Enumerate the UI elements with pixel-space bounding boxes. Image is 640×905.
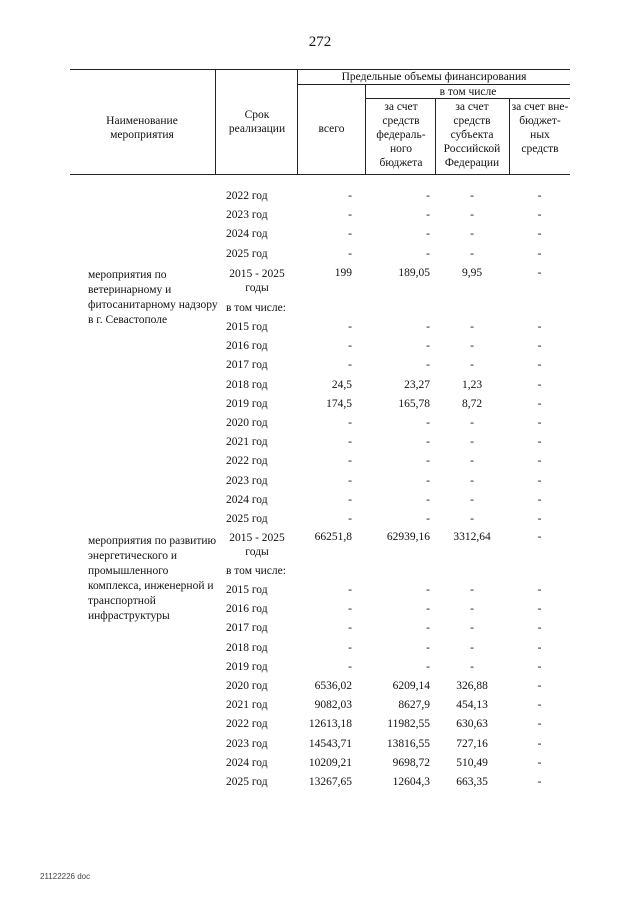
cell-period: 2018 год [226,378,268,391]
cell-total: - [348,455,352,468]
cell-extrabudget: - [537,660,542,673]
table-row [0,718,640,737]
cell-total: - [348,228,352,241]
table-row [0,340,640,359]
table-row [0,642,640,661]
cell-regional: 663,35 [456,776,488,788]
cell-period: 2025 год [226,247,268,260]
cell-regional: 9,95 [461,267,483,279]
cell-federal: - [426,247,430,260]
col-sep [215,69,216,175]
cell-total: - [348,474,352,487]
cell-federal: 9698,72 [392,756,430,769]
cell-total: - [348,436,352,449]
cell-total: 10209,21 [308,756,352,769]
cell-regional: - [470,584,474,596]
cell-period: 2020 год [226,680,268,692]
cell-regional: - [470,641,474,654]
cell-total: 6536,02 [314,680,352,692]
cell-extrabudget: - [537,474,542,487]
cell-total: - [348,190,352,202]
cell-extrabudget: - [537,378,542,391]
table-row [0,190,640,209]
cell-total: 12613,18 [308,718,352,731]
cell-extrabudget: - [537,190,542,202]
cell-federal: 62939,16 [386,531,430,543]
table-row [0,513,640,532]
cell-total: - [348,622,352,635]
cell-total: 14543,71 [308,737,352,750]
table-row [0,603,640,622]
cell-period: 2025 год [226,776,268,788]
cell-federal: - [426,493,430,506]
cell-period: 2024 год [226,756,268,769]
cell-regional: - [470,359,474,372]
cell-extrabudget: - [537,209,542,222]
table-row [0,398,640,417]
cell-extrabudget: - [537,321,542,333]
cell-extrabudget: - [537,737,542,750]
cell-total: 9082,03 [314,699,352,712]
header-period: Срок реализации [228,109,286,135]
cell-regional: 727,16 [456,737,488,750]
cell-extrabudget: - [537,699,542,712]
cell-regional: - [470,321,474,333]
cell-extrabudget: - [537,397,542,410]
cell-regional: - [470,455,474,468]
cell-federal: - [426,228,430,241]
cell-federal: - [426,417,430,429]
cell-total: - [348,660,352,673]
cell-federal: - [426,321,430,333]
cell-extrabudget: - [537,680,542,692]
cell-federal: - [426,641,430,654]
cell-period: 2021 год [226,699,268,712]
cell-federal: - [426,455,430,468]
cell-period: 2021 год [226,436,268,449]
cell-total: 66251,8 [314,531,352,543]
cell-period: 2023 год [226,209,268,222]
cell-federal: - [426,436,430,449]
table-row [0,584,640,603]
cell-extrabudget: - [537,776,542,788]
table-row [0,436,640,455]
cell-total: - [348,209,352,222]
col-sep [509,98,510,175]
col-sep [435,98,436,175]
cell-extrabudget: - [537,622,542,635]
including-label: в том числе: [226,565,286,577]
cell-regional: - [470,209,474,222]
cell-regional: - [470,474,474,487]
cell-regional: - [470,247,474,260]
cell-total: 24,5 [331,378,352,391]
cell-extrabudget: - [537,267,542,279]
cell-regional: - [470,513,474,525]
cell-extrabudget: - [537,359,542,372]
cell-period: 2016 год [226,603,268,616]
header-name: Наименование мероприятия [106,115,178,141]
header-extra: за счет вне- бюджет- ных средств [511,101,569,155]
cell-regional: 630,63 [456,718,488,731]
cell-period: 2019 год [226,397,268,410]
cell-period: 2023 год [226,737,268,750]
table-row [0,248,640,267]
cell-federal: - [426,513,430,525]
table-row [0,661,640,680]
cell-total: - [348,359,352,372]
cell-period: 2024 год [226,493,268,506]
cell-period: 2025 год [226,513,268,525]
cell-federal: - [426,603,430,616]
summary-row [0,267,640,299]
measure-name-energy: мероприятия по развитию энергетического и промышленного комплекса, инженерной и транспортной инфраструктуры [88,535,217,622]
cell-total: - [348,247,352,260]
cell-federal: - [426,340,430,353]
cell-extrabudget: - [537,228,542,241]
table-row [0,494,640,513]
table-row [0,699,640,718]
cell-regional: - [470,190,474,202]
cell-period: 2024 год [226,228,268,241]
table-row [0,228,640,247]
header-including: в том числе [439,86,497,98]
cell-total: - [348,603,352,616]
including-row [0,565,640,584]
cell-regional: - [470,417,474,429]
cell-regional: - [470,622,474,635]
table-row [0,455,640,474]
cell-extrabudget: - [537,513,542,525]
cell-regional: - [470,228,474,241]
cell-federal: 11982,55 [387,718,430,731]
cell-period: 2015 - 2025 годы [229,268,285,294]
cell-total: - [348,321,352,333]
cell-period: 2022 год [226,718,268,731]
cell-federal: 6209,14 [392,680,430,692]
cell-regional: 454,13 [456,699,488,712]
cell-period: 2017 год [226,359,268,372]
cell-total: - [348,584,352,596]
cell-regional: 3312,64 [453,531,491,543]
measure-name-veterinary: мероприятия по ветеринарному и фитосанитарному надзору в г. Севастополе [88,269,218,326]
table-row [0,379,640,398]
cell-period: 2022 год [226,455,268,468]
cell-federal: 165,78 [398,397,430,410]
cell-federal: - [426,359,430,372]
header-federal: за счет средств федераль- ного бюджета [376,101,426,169]
header-funding: Предельные объемы финансирования [341,71,527,83]
cell-total: - [348,340,352,353]
cell-extrabudget: - [537,340,542,353]
cell-extrabudget: - [537,247,542,260]
table-row [0,475,640,494]
cell-period: 2015 год [226,584,268,596]
cell-regional: 8,72 [461,397,483,410]
cell-total: - [348,493,352,506]
cell-regional: - [470,660,474,673]
cell-federal: 13816,55 [386,737,430,750]
cell-total: - [348,513,352,525]
cell-total: - [348,417,352,429]
cell-federal: - [426,190,430,202]
cell-period: 2020 год [226,417,268,429]
cell-total: 13267,65 [308,776,352,788]
table-row [0,738,640,757]
cell-extrabudget: - [537,417,542,429]
cell-period: 2022 год [226,190,268,202]
cell-regional: - [470,493,474,506]
including-row [0,302,640,321]
table-row [0,776,640,795]
cell-extrabudget: - [537,718,542,731]
cell-federal: 8627,9 [398,699,430,712]
header-total: всего [318,123,345,135]
table-row [0,321,640,340]
cell-federal: - [426,660,430,673]
table-row [0,417,640,436]
cell-total: 199 [334,267,352,279]
col-sep [365,84,366,175]
cell-federal: - [426,584,430,596]
cell-extrabudget: - [537,531,542,543]
table-row [0,359,640,378]
page-number: 272 [308,34,332,50]
cell-federal: 23,27 [404,378,430,391]
cell-regional: 510,49 [456,756,488,769]
cell-regional: - [470,603,474,616]
table-row [0,209,640,228]
cell-extrabudget: - [537,436,542,449]
header-regional: за счет средств субъекта Российской Федерации [443,101,501,169]
cell-period: 2018 год [226,641,268,654]
cell-total: 174,5 [326,397,352,410]
col-sep [297,69,298,175]
table-row [0,680,640,699]
cell-period: 2015 - 2025 годы [229,532,285,558]
cell-regional: 1,23 [461,378,483,391]
cell-period: 2016 год [226,340,268,353]
cell-extrabudget: - [537,603,542,616]
cell-regional: 326,88 [456,680,488,692]
cell-period: 2019 год [226,660,268,673]
cell-total: - [348,641,352,654]
cell-extrabudget: - [537,584,542,596]
footer-doc-id: 21122226 doc [40,872,91,881]
cell-extrabudget: - [537,641,542,654]
cell-federal: - [426,622,430,635]
including-label: в том числе: [226,302,286,314]
cell-period: 2017 год [226,622,268,635]
cell-extrabudget: - [537,455,542,468]
cell-extrabudget: - [537,756,542,769]
cell-federal: 189,05 [398,267,430,279]
table-row [0,622,640,641]
cell-period: 2015 год [226,321,268,333]
cell-regional: - [470,340,474,353]
cell-regional: - [470,436,474,449]
cell-federal: - [426,474,430,487]
cell-extrabudget: - [537,493,542,506]
cell-period: 2023 год [226,474,268,487]
cell-federal: 12604,3 [392,776,430,788]
cell-federal: - [426,209,430,222]
table-row [0,757,640,776]
summary-row [0,531,640,563]
header-bottom-line [70,174,570,175]
